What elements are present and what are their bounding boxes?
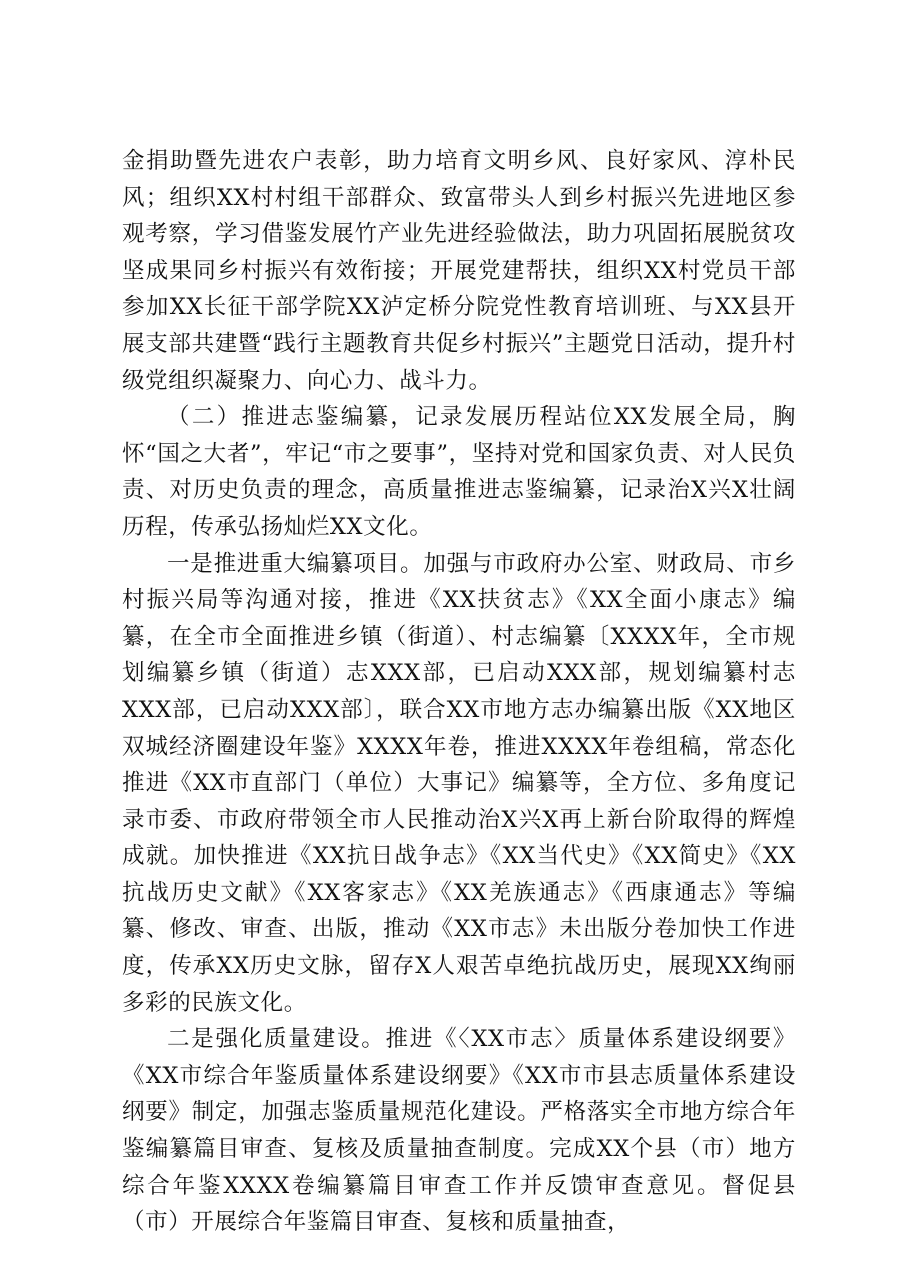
paragraph-major-compilation-projects: 一是推进重大编纂项目。加强与市政府办公室、财政局、市乡村振兴局等沟通对接，推进《XX扶贫志》《XX全面小康志》编纂，在全市全面推进乡镇（街道）、村志编纂〔XXXX年，全市规划编纂乡镇（街道）志XXX部，已启动XXX部，规划编纂村志XXX部，已启动XXX部〕，联合XX市地方志办编纂出版《XX地区双城经济圈建设年鉴》XXXX年卷，推进XXXX年卷组稿，常态化推进《XX市直部门（单位）大事记》编纂等，全方位、多角度记录市委、市政府带领全市人民推动治X兴X再上新台阶取得的辉煌成就。加快推进《XX抗日战争志》《XX当代史》《XX简史》《XX抗战历史文献》《XX客家志》《XX羌族通志》《西康通志》等编纂、修改、审查、出版，推动《XX市志》未出版分卷加快工作进度，传承XX历史文脉，留存X人艰苦卓绝抗战历史，展现XX绚丽多彩的民族文化。 bbox=[122, 550, 796, 1016]
paragraph-section-two-heading: （二）推进志鉴编纂，记录发展历程站位XX发展全局，胸怀“国之大者”，牢记“市之要事”，坚持对党和国家负责、对人民负责、对历史负责的理念，高质量推进志鉴编纂，记录治X兴X壮阔历程，传承弘扬灿烂XX文化。 bbox=[122, 404, 796, 540]
paragraph-quality-construction: 二是强化质量建设。推进《〈XX市志〉质量体系建设纲要》《XX市综合年鉴质量体系建设纲要》《XX市市县志质量体系建设纲要》制定，加强志鉴质量规范化建设。严格落实全市地方综合年鉴编纂篇目审查、复核及质量抽查制度。完成XX个县（市）地方综合年鉴XXXX卷编纂篇目审查工作并反馈审查意见。督促县（市）开展综合年鉴篇目审查、复核和质量抽查， bbox=[122, 1026, 796, 1236]
document-body bbox=[122, 143, 796, 1241]
paragraph-rural-revitalization-continuation: 金捐助暨先进农户表彰，助力培育文明乡风、良好家风、淳朴民风；组织XX村村组干部群众、致富带头人到乡村振兴先进地区参观考察，学习借鉴发展竹产业先进经验做法，助力巩固拓展脱贫攻坚成果同乡村振兴有效衔接；开展党建帮扶，组织XX村党员干部参加XX长征干部学院XX泸定桥分院党性教育培训班、与XX县开展支部共建暨“践行主题教育共促乡村振兴”主题党日活动，提升村级党组织凝聚力、向心力、战斗力。 bbox=[122, 148, 796, 394]
